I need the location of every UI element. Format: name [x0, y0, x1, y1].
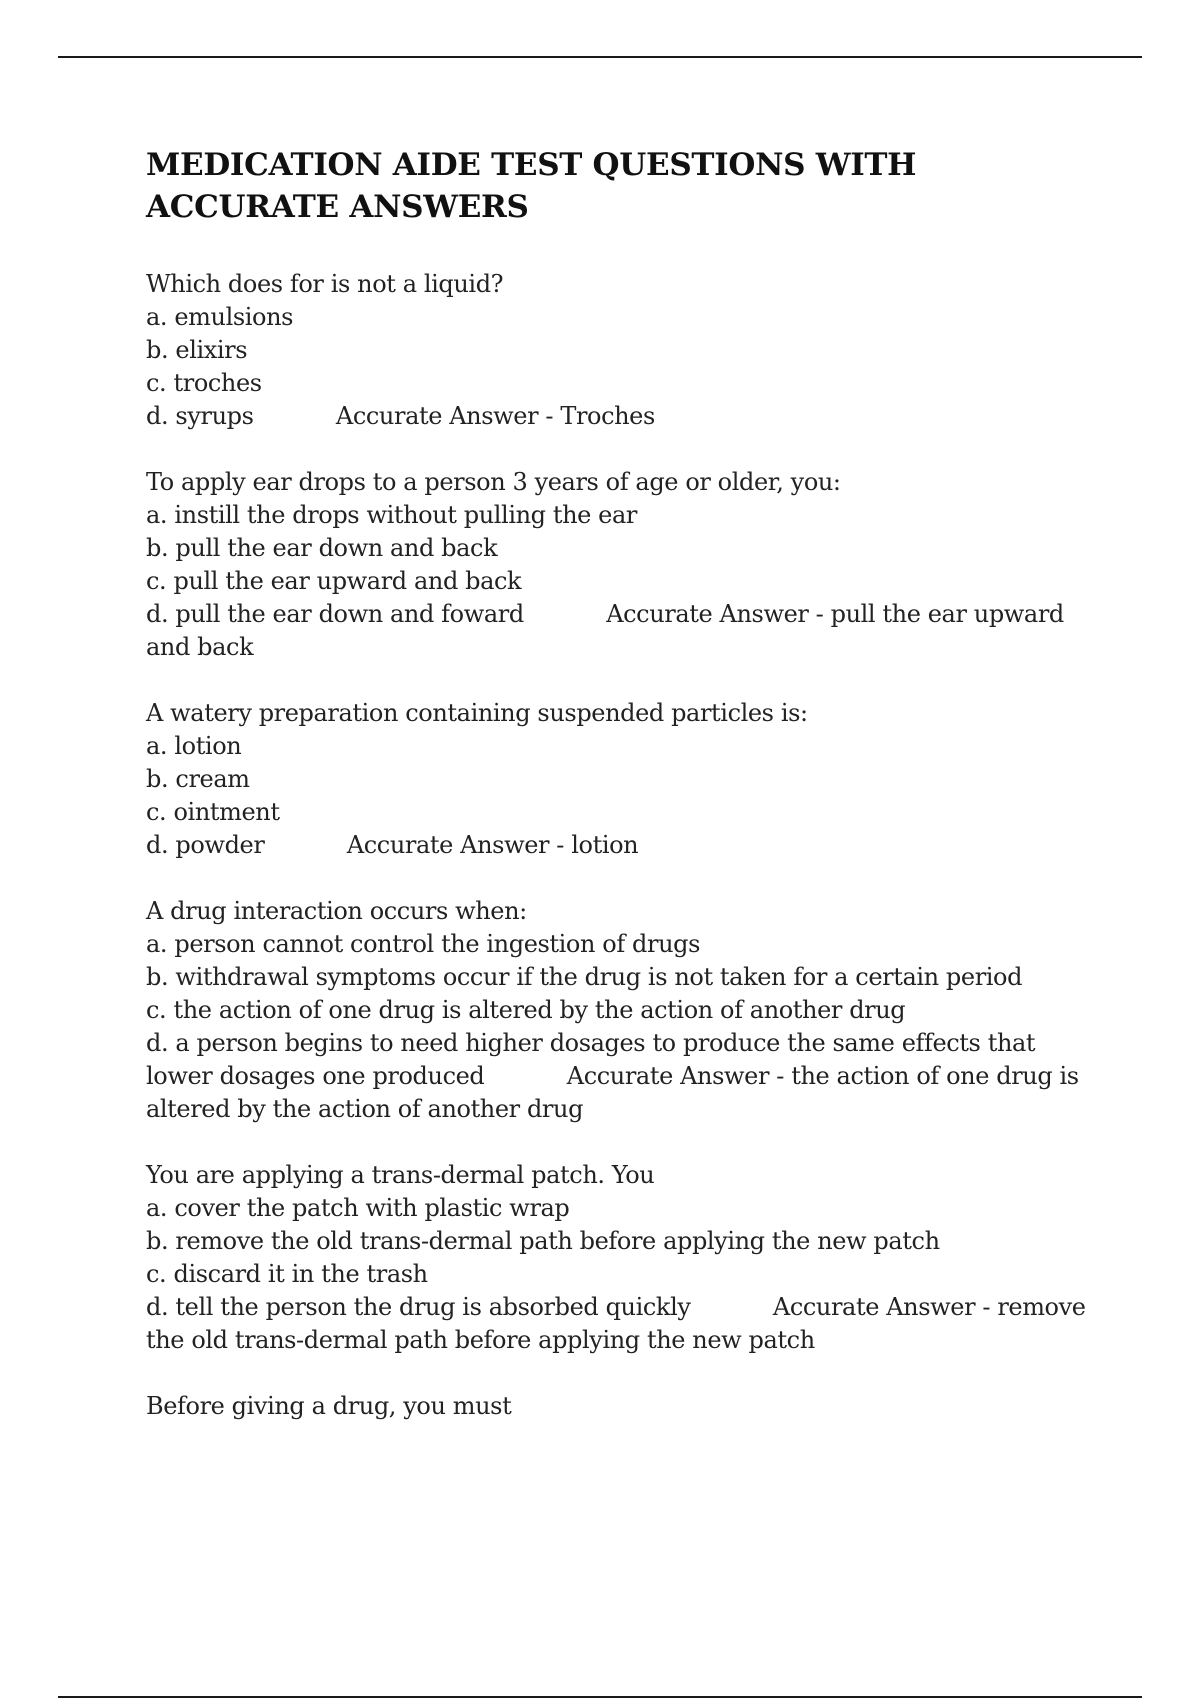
option-d: d. syrups [146, 402, 254, 430]
option-d: d. powder [146, 831, 265, 859]
option-b: b. cream [146, 765, 250, 793]
option-a: a. emulsions [146, 303, 294, 331]
accurate-answer: Accurate Answer - remove the old trans-dermal path before applying the new patch [146, 1293, 1086, 1354]
option-d: d. tell the person the drug is absorbed quickly [146, 1293, 691, 1321]
question-text: Which does for is not a liquid? [146, 270, 504, 298]
option-a: a. lotion [146, 732, 242, 760]
option-c: c. ointment [146, 798, 280, 826]
top-rule [58, 56, 1142, 58]
accurate-answer: Accurate Answer - lotion [346, 831, 639, 859]
document-body [146, 144, 1106, 1456]
question-text: A drug interaction occurs when: [146, 897, 527, 925]
option-b: b. pull the ear down and back [146, 534, 498, 562]
question-block [146, 268, 1106, 433]
option-d: d. a person begins to need higher dosages to produce the same effects that lower dosages one produced [146, 1029, 1036, 1090]
accurate-answer: Accurate Answer - pull the ear upward and back [146, 600, 1064, 661]
option-d-with-answer [146, 1027, 1106, 1126]
question-block [146, 697, 1106, 862]
option-d-with-answer [146, 829, 1106, 862]
option-a: a. cover the patch with plastic wrap [146, 1194, 570, 1222]
question-block [146, 466, 1106, 664]
option-b: b. elixirs [146, 336, 248, 364]
accurate-answer: Accurate Answer - Troches [335, 402, 655, 430]
question-block [146, 1159, 1106, 1357]
bottom-rule [58, 1696, 1142, 1698]
question-text: Before giving a drug, you must [146, 1392, 512, 1420]
option-c: c. discard it in the trash [146, 1260, 428, 1288]
option-c: c. the action of one drug is altered by the action of another drug [146, 996, 906, 1024]
option-b: b. remove the old trans-dermal path before applying the new patch [146, 1227, 940, 1255]
option-b: b. withdrawal symptoms occur if the drug is not taken for a certain period [146, 963, 1023, 991]
document-title: MEDICATION AIDE TEST QUESTIONS WITH ACCURATE ANSWERS [146, 147, 917, 225]
option-c: c. troches [146, 369, 262, 397]
option-a: a. instill the drops without pulling the ear [146, 501, 637, 529]
question-block [146, 1390, 1106, 1423]
option-d-with-answer [146, 598, 1106, 664]
option-d: d. pull the ear down and foward [146, 600, 524, 628]
option-d-with-answer [146, 400, 1106, 433]
option-a: a. person cannot control the ingestion of drugs [146, 930, 701, 958]
option-c: c. pull the ear upward and back [146, 567, 522, 595]
question-text: You are applying a trans-dermal patch. You [146, 1161, 655, 1189]
accurate-answer: Accurate Answer - the action of one drug is altered by the action of another drug [146, 1062, 1079, 1123]
option-d-with-answer [146, 1291, 1106, 1357]
question-text: A watery preparation containing suspended particles is: [146, 699, 808, 727]
question-text: To apply ear drops to a person 3 years of age or older, you: [146, 468, 841, 496]
question-block [146, 895, 1106, 1126]
